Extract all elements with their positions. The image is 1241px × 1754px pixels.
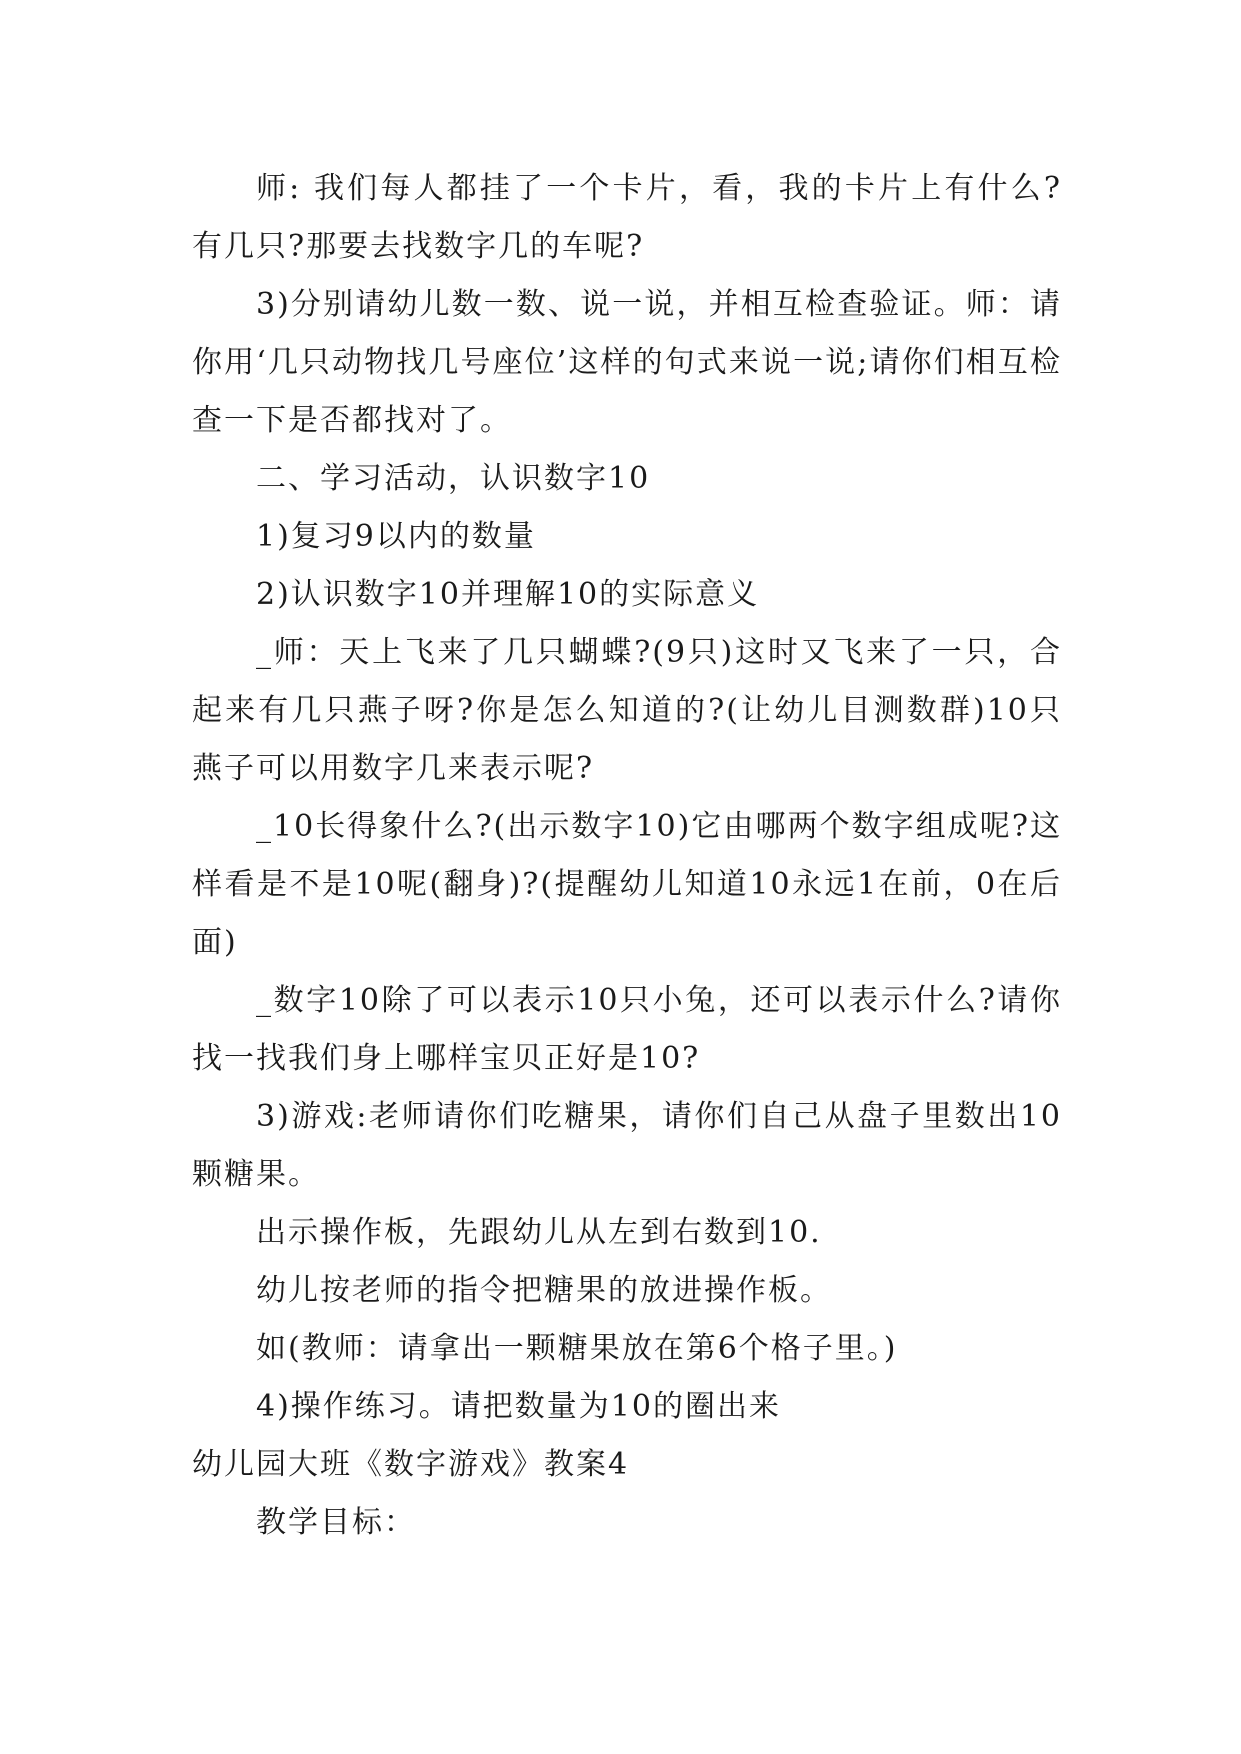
paragraph-step-1-review: 1)复习9以内的数量 bbox=[256, 519, 536, 554]
paragraph-follow-instructions: 幼儿按老师的指令把糖果的放进操作板。 bbox=[256, 1273, 832, 1308]
paragraph-step-3-candy-game: 3)游戏:老师请你们吃糖果，请你们自己从盘子里数出10颗糖果。 bbox=[192, 1099, 1062, 1192]
paragraph-what-10-looks-like: _10长得象什么?(出示数字10)它由哪两个数字组成呢?这样看是不是10呢(翻身)?(提醒幼儿知道10永远1在前，0在后面) bbox=[192, 809, 1062, 960]
paragraph-step-2-recognize-10: 2)认识数字10并理解10的实际意义 bbox=[256, 577, 760, 612]
lesson-plan-title: 幼儿园大班《数字游戏》教案4 bbox=[192, 1447, 630, 1482]
paragraph-teacher-card-question: 师: 我们每人都挂了一个卡片，看，我的卡片上有什么?有几只?那要去找数字几的车呢? bbox=[192, 171, 1062, 264]
paragraph-show-board: 出示操作板，先跟幼儿从左到右数到10. bbox=[256, 1215, 822, 1250]
paragraph-butterflies-swallows: _师：天上飞来了几只蝴蝶?(9只)这时又飞来了一只，合起来有几只燕子呀?你是怎么知道的?(让幼儿目测数群)10只燕子可以用数字几来表示呢? bbox=[192, 635, 1062, 786]
paragraph-teaching-goals: 教学目标： bbox=[256, 1505, 416, 1540]
paragraph-what-else-10: _数字10除了可以表示10只小兔，还可以表示什么?请你找一找我们身上哪样宝贝正好是10? bbox=[192, 983, 1062, 1076]
section-heading-learn-number-10: 二、学习活动，认识数字10 bbox=[256, 461, 651, 496]
paragraph-step-4-practice: 4)操作练习。请把数量为10的圈出来 bbox=[256, 1389, 781, 1424]
paragraph-step-3-count-check: 3)分别请幼儿数一数、说一说，并相互检查验证。师：请你用‘几只动物找几号座位’这样的句式来说一说;请你们相互检查一下是否都找对了。 bbox=[192, 287, 1062, 438]
document-body bbox=[192, 160, 1062, 1552]
paragraph-example-instruction: 如(教师：请拿出一颗糖果放在第6个格子里。) bbox=[256, 1331, 898, 1366]
